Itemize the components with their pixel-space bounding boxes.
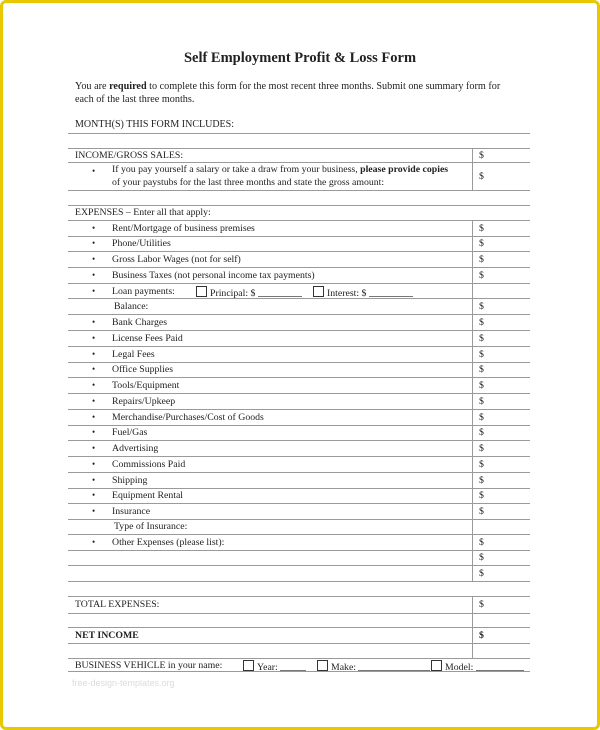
intro-pre: You are (75, 81, 110, 92)
dollar-sign: $ (479, 490, 484, 501)
expense-label: Tools/Equipment (112, 380, 180, 391)
rule (68, 503, 530, 504)
rule (68, 409, 530, 410)
principal-blank[interactable] (258, 296, 302, 297)
model-label: Model: (445, 662, 474, 673)
bullet: • (92, 427, 96, 437)
rule (68, 613, 530, 614)
dollar-sign: $ (479, 506, 484, 517)
rule (68, 627, 530, 628)
model-blank[interactable] (476, 670, 524, 671)
dollar-sign: $ (479, 412, 484, 423)
expense-label: Merchandise/Purchases/Cost of Goods (112, 412, 264, 423)
vehicle-year-field (243, 660, 306, 673)
rule (68, 205, 530, 206)
rule (68, 550, 530, 551)
rule (68, 456, 530, 457)
year-label: Year: (257, 662, 278, 673)
make-checkbox[interactable] (317, 660, 328, 671)
principal-label: Principal: $ (210, 288, 256, 299)
dollar-sign: $ (479, 254, 484, 265)
rule (68, 362, 530, 363)
rule (68, 581, 530, 582)
year-checkbox[interactable] (243, 660, 254, 671)
dollar-sign: $ (479, 223, 484, 234)
bullet: • (92, 223, 96, 233)
dollar-sign: $ (479, 238, 484, 249)
rule (68, 330, 530, 331)
bullet: • (92, 238, 96, 248)
dollar-sign: $ (479, 380, 484, 391)
bullet: • (92, 254, 96, 264)
interest-checkbox[interactable] (313, 286, 324, 297)
expense-label: Office Supplies (112, 364, 174, 375)
bullet: • (92, 490, 96, 500)
bullet: • (92, 475, 96, 485)
salary-post: of your paystubs for the last three months and state the gross amount: (112, 176, 385, 188)
amount-column-rule (472, 148, 473, 190)
bullet: • (92, 412, 96, 422)
expenses-label: EXPENSES – Enter all that apply: (75, 207, 211, 218)
bullet: • (92, 380, 96, 390)
dollar-sign: $ (479, 349, 484, 360)
form-title: Self Employment Profit & Loss Form (183, 50, 417, 66)
dollar-sign: $ (479, 443, 484, 454)
intro-required: required (109, 81, 147, 92)
watermark: free-design-templates.org (72, 678, 175, 688)
interest-label: Interest: $ (327, 288, 367, 299)
expense-label: Advertising (112, 443, 159, 454)
expense-label: Shipping (112, 475, 148, 486)
expense-label: Loan payments: (112, 286, 175, 297)
vehicle-label: BUSINESS VEHICLE in your name: (75, 660, 223, 671)
vehicle-make-field (317, 660, 430, 673)
income-label: INCOME/GROSS SALES: (75, 150, 184, 161)
rule (68, 267, 530, 268)
expense-label: Insurance (112, 506, 151, 517)
total-expenses-label: TOTAL EXPENSES: (75, 599, 160, 610)
salary-pre: If you pay yourself a salary or take a draw from your business, (112, 164, 361, 175)
dollar-sign: $ (479, 475, 484, 486)
dollar-sign: $ (479, 568, 484, 579)
salary-text (112, 164, 452, 189)
dollar-sign: $ (479, 537, 484, 548)
amount-column-rule (472, 596, 473, 658)
expense-label: Rent/Mortgage of business premises (112, 223, 255, 234)
rule (68, 283, 530, 284)
rule (68, 472, 530, 473)
expense-label: Other Expenses (please list): (112, 537, 225, 548)
dollar-sign: $ (479, 317, 484, 328)
rule (68, 425, 530, 426)
rule (68, 643, 530, 644)
bullet: • (92, 364, 96, 374)
net-income-label: NET INCOME (75, 630, 139, 641)
rule (68, 658, 530, 659)
expense-label: Fuel/Gas (112, 427, 148, 438)
rule (68, 236, 530, 237)
rule (68, 133, 530, 134)
dollar-sign: $ (479, 552, 484, 563)
dollar-sign: $ (479, 333, 484, 344)
dollar-sign: $ (479, 396, 484, 407)
model-checkbox[interactable] (431, 660, 442, 671)
dollar-sign: $ (479, 150, 484, 161)
dollar-sign: $ (479, 599, 484, 610)
dollar-sign: $ (479, 427, 484, 438)
expense-label: Equipment Rental (112, 490, 184, 501)
rule (68, 148, 530, 149)
dollar-sign: $ (479, 270, 484, 281)
vehicle-model-field (431, 660, 524, 673)
bullet: • (92, 349, 96, 359)
intro-paragraph (75, 81, 515, 106)
bullet: • (92, 286, 96, 296)
dollar-sign: $ (479, 171, 484, 182)
expense-label: Phone/Utilities (112, 238, 171, 249)
expense-label: Repairs/Upkeep (112, 396, 176, 407)
expense-label: Gross Labor Wages (not for self) (112, 254, 241, 265)
rule (68, 314, 530, 315)
make-blank[interactable] (358, 670, 430, 671)
bullet: • (92, 459, 96, 469)
principal-checkbox[interactable] (196, 286, 207, 297)
rule (68, 190, 530, 191)
dollar-sign: $ (479, 459, 484, 470)
bullet: • (92, 333, 96, 343)
year-blank[interactable] (280, 670, 306, 671)
rule (68, 377, 530, 378)
rule (68, 251, 530, 252)
months-label: MONTH(S) THIS FORM INCLUDES: (75, 119, 234, 130)
rule (68, 519, 530, 520)
bullet: • (92, 270, 96, 280)
rule (68, 565, 530, 566)
expense-label: Balance: (114, 301, 149, 312)
rule (68, 534, 530, 535)
make-label: Make: (331, 662, 357, 673)
rule (68, 596, 530, 597)
intro-post: to complete this form for the most recent three months. Submit one summary form for each of the last three months. (75, 81, 501, 105)
principal-field (196, 286, 302, 299)
rule (68, 220, 530, 221)
bullet: • (92, 317, 96, 327)
dollar-sign: $ (479, 364, 484, 375)
expense-label: Legal Fees (112, 349, 155, 360)
bullet: • (92, 396, 96, 406)
rule (68, 393, 530, 394)
amount-column-rule (472, 220, 473, 581)
interest-blank[interactable] (369, 296, 413, 297)
bullet: • (92, 166, 96, 176)
expense-label: Business Taxes (not personal income tax payments) (112, 270, 315, 281)
rule (68, 346, 530, 347)
rule (68, 488, 530, 489)
salary-bold: please provide copies (360, 164, 449, 175)
rule (68, 162, 530, 163)
expense-label: Bank Charges (112, 317, 168, 328)
dollar-sign: $ (479, 301, 484, 312)
bullet: • (92, 537, 96, 547)
expense-label: License Fees Paid (112, 333, 183, 344)
expense-label: Commissions Paid (112, 459, 186, 470)
insurance-type-label: Type of Insurance: (114, 521, 188, 532)
rule (68, 440, 530, 441)
bullet: • (92, 443, 96, 453)
dollar-sign: $ (479, 630, 484, 641)
interest-field (313, 286, 413, 299)
bullet: • (92, 506, 96, 516)
